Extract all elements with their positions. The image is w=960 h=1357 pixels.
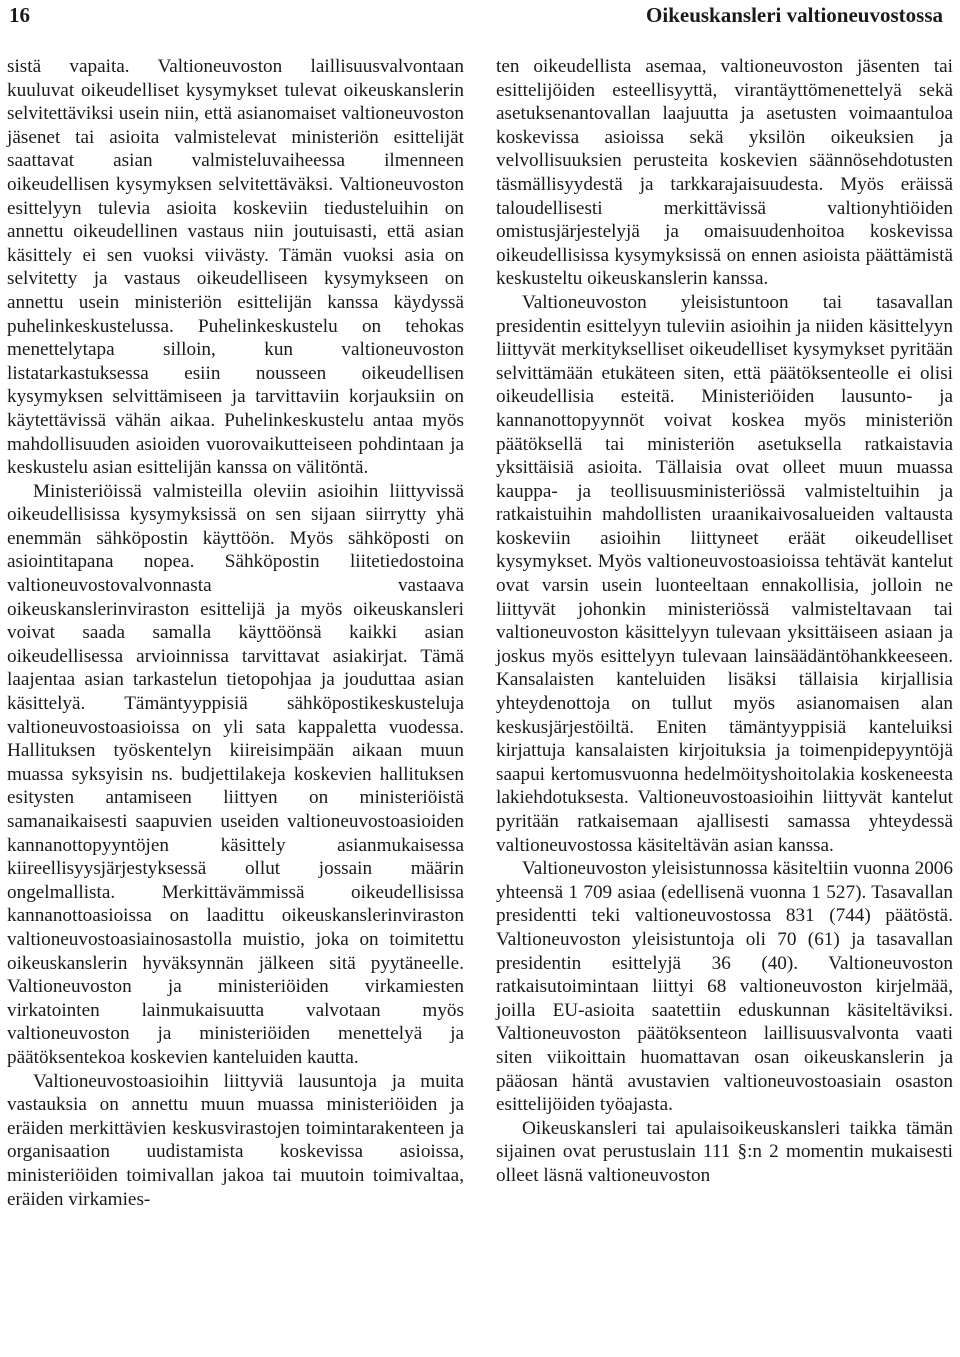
right-column — [496, 55, 953, 1188]
left-column — [7, 55, 464, 1211]
paragraph: Ministeriöissä valmisteilla oleviin asioihin liittyvissä oikeudellisissa kysymyksissä on sen sijaan siirrytty yhä enemmän sähköpostin käyttöön. Myös sähköposti on asiointitapana nopea. Sähköpostin liitetiedostoina valtioneuvostovalvonnasta vastaava oikeuskanslerinviraston esittelijä ja myös oikeuskansleri voivat saada samalla käyttöönsä kaikki asian oikeudellisessa arvioinnissa tarvittavat asiakirjat. Tämä laajentaa asian tarkastelun tietopohjaa ja jouduttaa asian käsittelyä. Tämäntyyppisiä sähköpostikeskusteluja valtioneuvostoasioissa on yli sata kappaletta vuodessa. Hallituksen työskentelyn kiireisimpään aikaan muun muassa syksyisin ns. budjettilakeja koskevien hallituksen esitysten antamiseen liittyen on ministeriöistä samanaikaisesti saapuvien useiden valtioneuvostoasioiden kannanottopyyntöjen käsittely asianmukaisessa kiireellisyysjärjestyksessä ollut jossain määrin ongelmallista. Merkittävämmissä oikeudellisissa kannanottoasioissa on laadittu oikeuskanslerinviraston valtioneuvostoasiainosastolla muistio, joka on toimitettu oikeuskanslerin hyväksynnän jälkeen sitä pyytäneelle. Valtioneuvoston ja ministeriöiden virkamiesten virkatointen lainmukaisuutta valvotaan myös valtioneuvoston ja ministeriöiden menettelyä ja päätöksentekoa koskevien kanteluiden kautta. — [7, 480, 464, 1068]
paragraph: Valtioneuvoston yleisistunnossa käsiteltiin vuonna 2006 yhteensä 1 709 asiaa (edellisenä vuonna 1 527). Tasavallan presidentti teki valtioneuvostossa 831 (744) päätöstä. Valtioneuvoston yleisistuntoja oli 70 (61) ja tasavallan presidentin esittelyjä 36 (40). Valtioneuvoston ratkaisutoimintaan liittyi 68 valtioneuvoston kirjelmää, joilla EU-asioita saatettiin eduskunnan käsiteltäviksi. Valtioneuvoston päätöksenteon laillisuusvalvonta vaati siten viikoittain huomattavan osan oikeuskanslerin ja pääosan häntä avustavien valtioneuvostoasiain osaston esittelijöiden työajasta. — [496, 858, 953, 1116]
paragraph: Valtioneuvoston yleisistuntoon tai tasavallan presidentin esittelyyn tuleviin asioihin ja niiden käsittelyyn liittyvät merkitykselliset oikeudelliset kysymykset pyritään selvittämään etukäteen siten, että päätöksenteolle ei olisi oikeudellisia esteitä. Ministeriöiden lausunto- ja kannanottopyynnöt voivat koskea myös ministeriön päätöksellä tai ministeriön asetuksella ratkaistavia yksittäisiä asioita. Tällaisia ovat olleet muun muassa kauppa- ja teollisuusministeriössä valmisteltuihin ja ratkaistuihin mahdollisten uraanikaivosalueiden valtausta koskeviin asioihin liittyneet eräät oikeudelliset kysymykset. Myös valtioneuvostoasioissa tehtävät kantelut ovat varsin usein luonteeltaan ennakollisia, jolloin ne liittyvät johonkin ministeriössä valmisteltavaan tai valtioneuvoston käsittelyyn tulevaan yksittäiseen asiaan ja joskus myös esittelyyn tulevaan lainsäädäntöhankkeeseen. Kansalaisten kanteluiden lisäksi tällaisia kirjallisia yhteydenottoja on tullut myös asianomaisen alan keskusjärjestöiltä. Eniten tämäntyyppisiä kanteluiksi kirjattuja kansalaisten kirjoituksia ja toimenpidepyyntöjä saapui kertomusvuonna hedelmöityshoitolakia koskeneesta lakiehdotuksesta. Valtioneuvostoasioihin liittyvät kantelut pyritään ratkaisemaan ajallisesti samassa yhteydessä valtioneuvostossa käsiteltävän asian kanssa. — [496, 291, 953, 856]
running-header — [7, 0, 953, 30]
paragraph: sistä vapaita. Valtioneuvoston laillisuusvalvontaan kuuluvat oikeudelliset kysymykset tulevat oikeuskanslerin selvitettäviksi usein niin, että asianomaiset valtioneuvoston jäsenet tai asioita valmistelevat ministeriön esittelijät saattavat asian valmisteluvaiheessa ilmenneen oikeudellisen kysymyksen selvitettäväksi. Valtioneuvoston esittelyyn tulevia asioita koskeviin tiedusteluihin on annettu oikeudellinen vastaus niin joutuisasti, että asian käsittely ei sen vuoksi viivästy. Tämän vuoksi asia on selvitetty ja vastaus oikeudelliseen kysymykseen on annettu usein ministeriön esittelijän kanssa käydyssä puhelinkeskustelussa. Puhelinkeskustelu on tehokas menettelytapa silloin, kun valtioneuvoston listatarkastuksessa esiin nousseen oikeudellisen kysymyksen selvittämiseen ja tarvittaviin korjauksiin on käytettävissä vähän aikaa. Puhelinkeskustelu antaa myös mahdollisuuden asioiden vuorovaikutteiseen pohdintaan ja keskustelu asian esittelijän kanssa on välitöntä. — [7, 56, 464, 479]
paragraph: ten oikeudellista asemaa, valtioneuvoston jäsenten tai esittelijöiden esteellisyyttä, virantäyttömenettelyä sekä asetuksenantovallan laajuutta ja asetusten voimaantuloa koskevissa asioissa sekä yksilön oikeuksien ja velvollisuuksien perusteita koskevien säännösehdotusten täsmällisyydestä ja tarkkarajaisuudesta. Myös eräissä taloudellisesti merkittävissä valtionyhtiöiden omistusjärjestelyjä ja omaisuudenhoitoa koskevissa oikeudellisissa kysymyksissä on ennen asioista päättämistä keskusteltu oikeuskanslerin kanssa. — [496, 56, 953, 290]
paragraph: Valtioneuvostoasioihin liittyviä lausuntoja ja muita vastauksia on annettu muun muassa ministeriöiden ja eräiden merkittävien keskusvirastojen toimintarakenteen ja organisaation uudistamista koskevissa asioissa, ministeriöiden toimivallan jakoa tai muutoin toimivaltaa, eräiden virkamies- — [7, 1070, 464, 1210]
paragraph: Oikeuskansleri tai apulaisoikeuskansleri taikka tämän sijainen ovat perustuslain 111 §:n 2 momentin mukaisesti olleet läsnä valtioneuvoston — [496, 1117, 953, 1186]
running-title: Oikeuskansleri valtioneuvostossa — [646, 2, 943, 27]
page-number: 16 — [9, 2, 30, 27]
